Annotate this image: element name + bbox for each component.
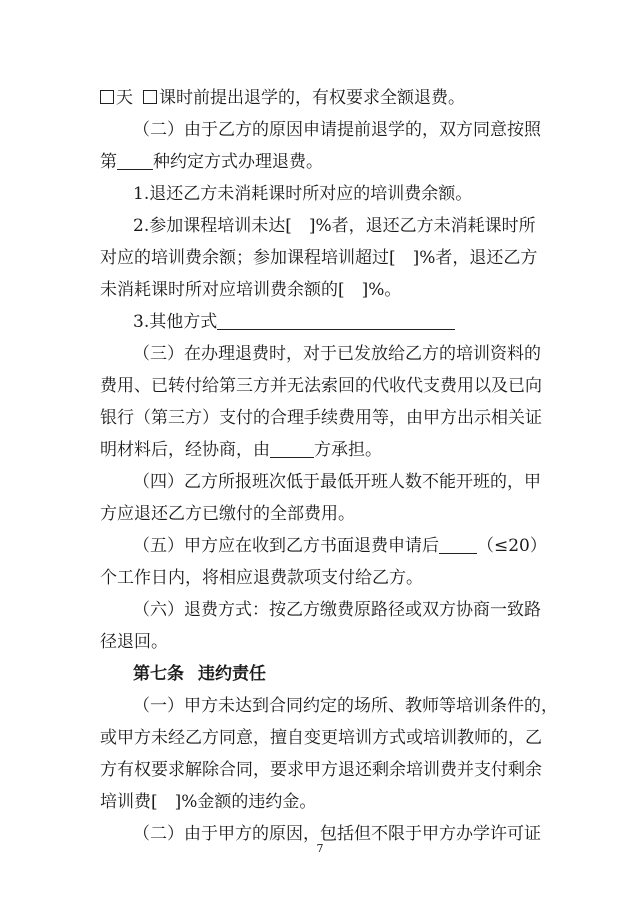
- text-line: （三）在办理退费时，对于已发放给乙方的培训资料的: [133, 344, 541, 364]
- fill-blank: [117, 153, 153, 170]
- text-line: 1.退还乙方未消耗课时所对应的培训费余额。: [133, 184, 473, 204]
- text-line: （二）由于甲方的原因，包括但不限于甲方办学许可证: [133, 824, 541, 844]
- text-line: 个工作日内，将相应退费款项支付给乙方。: [100, 568, 423, 588]
- section-heading: 第七条 违约责任: [133, 664, 266, 684]
- fill-blank: [217, 313, 455, 330]
- text-line: 方有权要求解除合同，要求甲方退还剩余培训费并支付剩余: [100, 760, 542, 780]
- text-line: 费用、已转付给第三方并无法索回的代收代支费用以及已向: [100, 376, 542, 396]
- text-line: 银行（第三方）支付的合理手续费用等，由甲方出示相关证: [100, 408, 542, 428]
- checkbox-icon: [143, 90, 157, 104]
- text-line: （六）退费方式：按乙方缴费原路径或双方协商一致路: [133, 600, 541, 620]
- text-line: 未消耗课时所对应培训费余额的[ ]%。: [100, 280, 402, 300]
- text-line: 2.参加课程培训未达[ ]%者，退还乙方未消耗课时所: [133, 216, 536, 236]
- text-line: （五）甲方应在收到乙方书面退费申请后 （≤20）: [133, 536, 547, 556]
- text-line: （二）由于乙方的原因申请提前退学的，双方同意按照: [133, 120, 541, 140]
- text-line: 明材料后，经协商，由 方承担。: [100, 440, 382, 460]
- text-line: 培训费[ ]%金额的违约金。: [100, 792, 317, 812]
- text-line: 径退回。: [100, 632, 168, 652]
- text-line: 3.其他方式: [133, 310, 583, 334]
- text-line: 对应的培训费余额；参加课程培训超过[ ]%者，退还乙方: [100, 248, 538, 268]
- page-number: 7: [316, 842, 324, 855]
- text-line: 天 课时前提出退学的，有权要求全额退费。: [100, 86, 550, 110]
- text-line: （一）甲方未达到合同约定的场所、教师等培训条件的，: [133, 696, 558, 716]
- fill-blank: [439, 537, 477, 554]
- fill-blank: [270, 441, 314, 458]
- text-line: 第 种约定方式办理退费。: [100, 152, 323, 172]
- text-line: 方应退还乙方已缴付的全部费用。: [100, 504, 355, 524]
- text-line: （四）乙方所报班次低于最低开班人数不能开班的，甲: [133, 472, 541, 492]
- checkbox-icon: [100, 90, 114, 104]
- text-line: 或甲方未经乙方同意，擅自变更培训方式或培训教师的，乙: [100, 728, 542, 748]
